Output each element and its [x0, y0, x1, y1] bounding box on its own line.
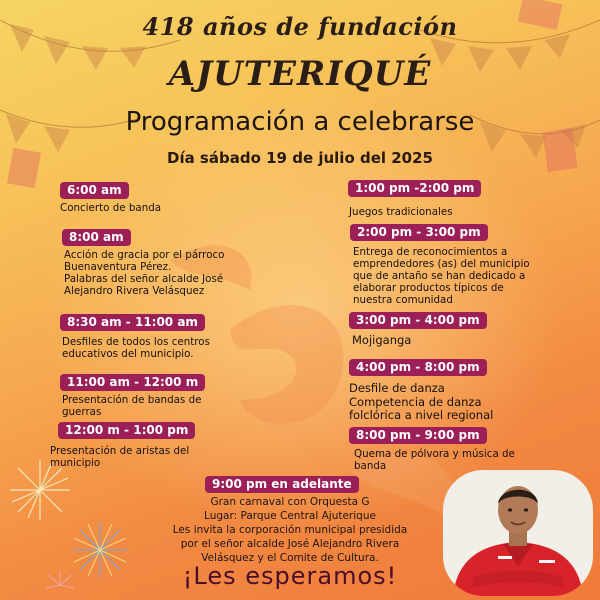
time-badge: 8:30 am - 11:00 am [60, 314, 205, 331]
time-badge: 8:00 pm - 9:00 pm [349, 427, 487, 444]
anniversary-title: 418 años de fundación [142, 12, 458, 41]
firework-left [10, 460, 70, 520]
event-description: Mojiganga [352, 333, 412, 347]
closing-message: ¡Les esperamos! [182, 562, 398, 590]
program-heading: Programación a celebrarse [125, 107, 475, 137]
time-badge: 11:00 am - 12:00 m [60, 374, 205, 391]
invitation-line: Velásquez y el Comite de Cultura. [201, 552, 379, 564]
event-description: Desfile de danza Competencia de danza folclórica a nivel regional [349, 381, 494, 422]
time-badge: 4:00 pm - 8:00 pm [349, 359, 487, 376]
time-badge: 2:00 pm - 3:00 pm [350, 224, 488, 241]
final-event-line: Gran carnaval con Orquesta G [210, 496, 370, 508]
event-description: Quema de pólvora y música de banda [354, 448, 515, 472]
event-description: Acción de gracia por el párroco Buenaventura Pérez. Palabras del señor alcalde José Alejandro Rivera Velásquez [64, 249, 225, 297]
event-description: Presentación de bandas de guerras [62, 394, 202, 418]
final-time-badge: 9:00 pm en adelante [205, 476, 359, 493]
town-name: AJUTERIQUÉ [168, 54, 432, 94]
time-badge: 6:00 am [60, 182, 129, 199]
final-event-location: Lugar: Parque Central Ajuterique [204, 510, 376, 522]
event-description: Desfiles de todos los centros educativos del municipio. [62, 336, 210, 360]
event-description: Juegos tradicionales [349, 206, 453, 218]
event-description: Entrega de reconocimientos a emprendedores (as) del municipio que de antaño se han dedicado a elaborar productos típicos de nuestra comunidad [353, 246, 530, 306]
event-date: Día sábado 19 de julio del 2025 [167, 149, 433, 167]
time-badge: 3:00 pm - 4:00 pm [349, 312, 487, 329]
event-description: Concierto de banda [60, 202, 162, 214]
invitation-line: por el señor alcalde José Alejandro Rivera [180, 538, 400, 550]
time-badge: 12:00 m - 1:00 pm [58, 422, 195, 439]
mayor-photo [443, 470, 593, 596]
invitation-line: Les invita la corporación municipal presidida [172, 524, 408, 536]
time-badge: 8:00 am [62, 229, 131, 246]
event-description: Presentación de aristas del municipio [50, 445, 190, 469]
time-badge: 1:00 pm -2:00 pm [348, 180, 481, 197]
